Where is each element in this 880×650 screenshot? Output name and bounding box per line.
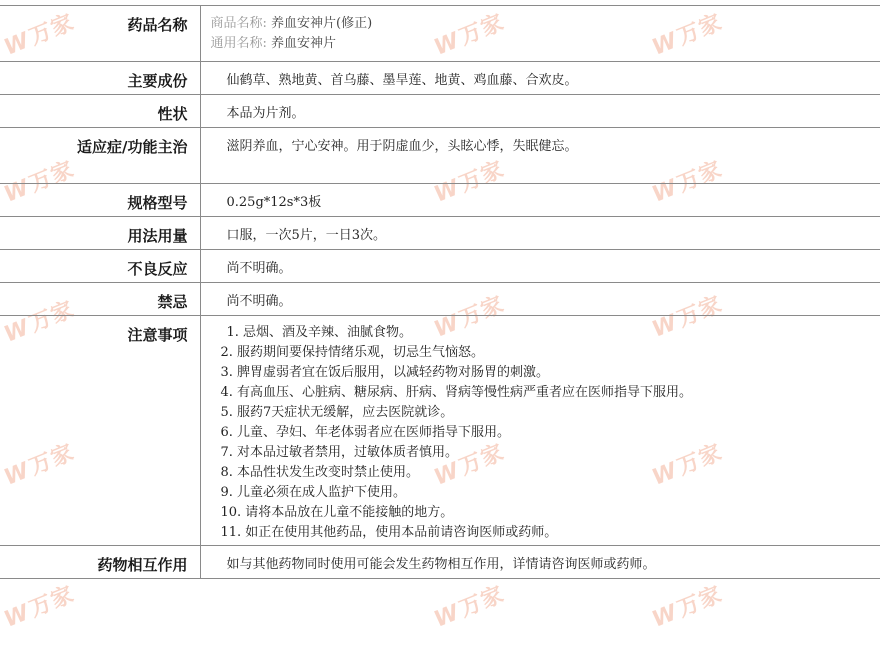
list-item: 8. 本品性状发生改变时禁止使用。	[220, 465, 420, 480]
watermark-logo: W万家	[648, 157, 727, 208]
row-usage	[0, 217, 880, 250]
watermark-logo: W万家	[430, 157, 509, 208]
watermark-logo: W万家	[0, 440, 79, 491]
label-usage: 用法用量	[0, 217, 200, 250]
watermark-logo: W万家	[0, 582, 79, 633]
row-spec	[0, 184, 880, 217]
list-item: 7. 对本品过敏者禁用，过敏体质者慎用。	[220, 445, 459, 460]
generic-name-value: 养血安神片	[271, 36, 337, 51]
watermark-logo: W万家	[648, 440, 727, 491]
value-indications: 滋阴养血，宁心安神。用于阴虚血少，头眩心悸，失眠健忘。	[200, 128, 880, 184]
generic-name-prefix: 通用名称:	[210, 36, 267, 51]
list-item: 5. 服药7天症状无缓解，应去医院就诊。	[220, 405, 454, 420]
list-item: 1. 忌烟、酒及辛辣、油腻食物。	[226, 325, 413, 340]
list-item: 10. 请将本品放在儿童不能接触的地方。	[220, 505, 454, 520]
list-item: 9. 儿童必须在成人监护下使用。	[220, 485, 407, 500]
value-ingredients: 仙鹤草、熟地黄、首乌藤、墨旱莲、地黄、鸡血藤、合欢皮。	[200, 62, 880, 95]
watermark-logo: W万家	[648, 582, 727, 633]
trade-name-prefix: 商品名称:	[210, 16, 267, 31]
watermark-logo: W万家	[430, 440, 509, 491]
row-interactions	[0, 546, 880, 579]
generic-name-line	[211, 34, 880, 54]
watermark-logo: W万家	[430, 10, 509, 61]
value-character: 本品为片剂。	[200, 95, 880, 128]
drug-spec-table	[0, 5, 880, 579]
row-contraindications	[0, 283, 880, 316]
label-adverse: 不良反应	[0, 250, 200, 283]
row-precautions	[0, 316, 880, 546]
watermark-logo: W万家	[648, 10, 727, 61]
trade-name-value: 养血安神片(修正)	[271, 16, 373, 31]
row-ingredients	[0, 62, 880, 95]
row-indications	[0, 128, 880, 184]
label-interactions: 药物相互作用	[0, 546, 200, 579]
watermark-logo: W万家	[430, 292, 509, 343]
list-item: 3. 脾胃虚弱者宜在饭后服用，以减轻药物对肠胃的刺激。	[220, 365, 550, 380]
watermark-logo: W万家	[430, 582, 509, 633]
value-spec: 0.25g*12s*3板	[200, 184, 880, 217]
value-precautions	[200, 316, 880, 546]
trade-name-line	[211, 14, 880, 34]
list-item: 11. 如正在使用其他药品，使用本品前请咨询医师或药师。	[220, 525, 558, 540]
label-indications: 适应症/功能主治	[0, 128, 200, 184]
row-character	[0, 95, 880, 128]
list-item: 4. 有高血压、心脏病、糖尿病、肝病、肾病等慢性病严重者应在医师指导下服用。	[220, 385, 693, 400]
label-precautions: 注意事项	[0, 316, 200, 546]
watermark-logo: W万家	[0, 10, 79, 61]
watermark-logo: W万家	[0, 157, 79, 208]
label-character: 性状	[0, 95, 200, 128]
label-drug-name: 药品名称	[0, 6, 200, 62]
label-spec: 规格型号	[0, 184, 200, 217]
watermark-logo: W万家	[0, 297, 79, 348]
value-drug-name	[200, 6, 880, 62]
watermark-logo: W万家	[648, 292, 727, 343]
row-adverse	[0, 250, 880, 283]
value-adverse: 尚不明确。	[200, 250, 880, 283]
label-ingredients: 主要成份	[0, 62, 200, 95]
label-contraindications: 禁忌	[0, 283, 200, 316]
list-item: 2. 服药期间要保持情绪乐观，切忌生气恼怒。	[220, 345, 485, 360]
list-item: 6. 儿童、孕妇、年老体弱者应在医师指导下服用。	[220, 425, 511, 440]
value-interactions: 如与其他药物同时使用可能会发生药物相互作用，详情请咨询医师或药师。	[200, 546, 880, 579]
value-usage: 口服，一次5片，一日3次。	[200, 217, 880, 250]
row-drug-name	[0, 6, 880, 62]
value-contraindications: 尚不明确。	[200, 283, 880, 316]
